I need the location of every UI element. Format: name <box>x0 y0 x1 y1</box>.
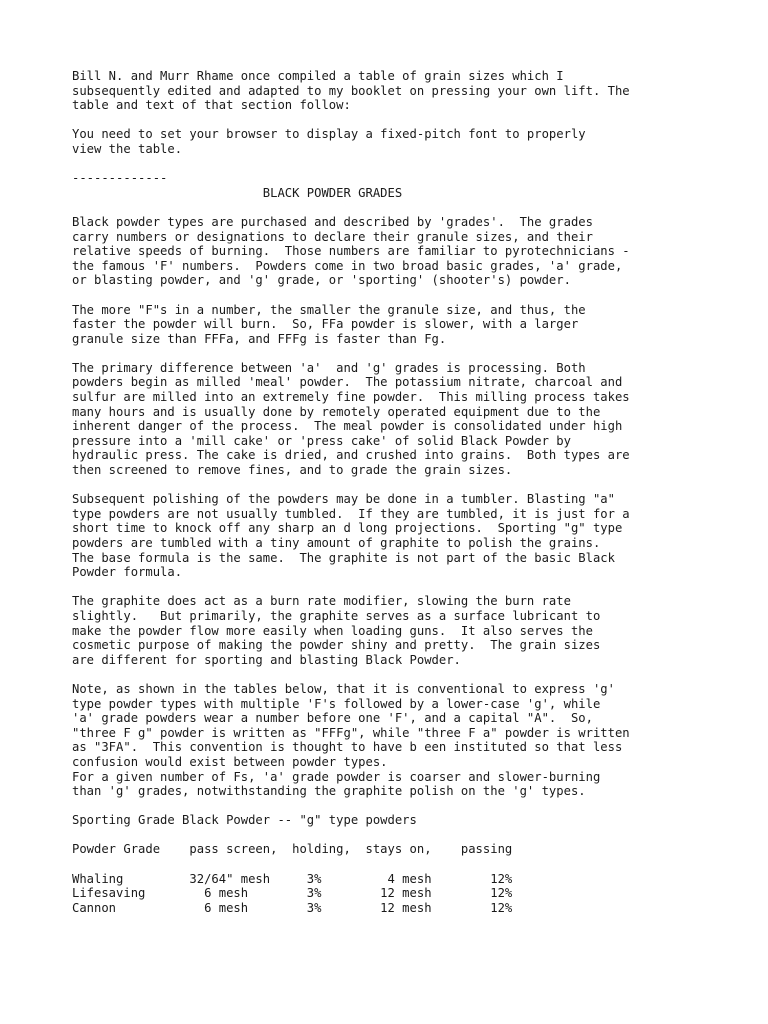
spacer <box>72 580 692 595</box>
browser-note-paragraph: You need to set your browser to display a fixed-pitch font to properly view the table. <box>72 127 586 156</box>
divider-line: ------------- <box>72 171 168 186</box>
convention-paragraph: Note, as shown in the tables below, that it is conventional to express 'g' type powder types with multiple 'F's followed by a lower-case 'g', while 'a' grade powders wear a number before one 'F', and a capital "A". So, "three F g" powder is written as "FFFg", while "three F a" powder is written as "3FA". This convention is thought to have b een instituted so that less confusion would exist between powder types. For a given number of Fs, 'a' grade powder is coarser and slower-burning than 'g' grades, notwithstanding the graphite polish on the 'g' types. <box>72 681 630 799</box>
spacer <box>72 113 692 128</box>
spacer <box>72 478 692 493</box>
document-body <box>72 69 692 915</box>
table-row: Lifesaving 6 mesh 3% 12 mesh 12% <box>72 886 513 901</box>
intro-paragraph: Bill N. and Murr Rhame once compiled a table of grain sizes which I subsequently edited and adapted to my booklet on pressing your own lift. The table and text of that section follow: <box>72 69 630 113</box>
table-title: Sporting Grade Black Powder -- "g" type powders <box>72 813 417 828</box>
spacer <box>72 828 692 843</box>
spacer <box>72 346 692 361</box>
graphite-paragraph: The graphite does act as a burn rate modifier, slowing the burn rate slightly. But primarily, the graphite serves as a surface lubricant to make the powder flow more easily when loading guns. It also serves the cosmetic purpose of making the powder shiny and pretty. The grain sizes are different for sporting and blasting Black Powder. <box>72 594 601 667</box>
table-row: Whaling 32/64" mesh 3% 4 mesh 12% <box>72 871 513 886</box>
section-title: BLACK POWDER GRADES <box>72 185 403 200</box>
spacer <box>72 157 692 172</box>
grades-paragraph: Black powder types are purchased and described by 'grades'. The grades carry numbers or designations to declare their granule sizes, and their relative speeds of burning. Those numbers are familiar to pyrotechnicians - the famous 'F' numbers. Powders come in two broad basic grades, 'a' grade, or blasting powder, and 'g' grade, or 'sporting' (shooter's) powder. <box>72 214 630 288</box>
table-header: Powder Grade pass screen, holding, stays on, passing <box>72 842 513 857</box>
polishing-paragraph: Subsequent polishing of the powders may be done in a tumbler. Blasting "a" type powders are not usually tumbled. If they are tumbled, it is just for a short time to knock off any sharp an d long projections. Sporting "g" type powders are tumbled with a tiny amount of graphite to polish the grains. The base formula is the same. The graphite is not part of the basic Black Powder formula. <box>72 492 630 580</box>
spacer <box>72 288 692 303</box>
spacer <box>72 857 692 872</box>
f-numbers-paragraph: The more "F"s in a number, the smaller the granule size, and thus, the faster the powder will burn. So, FFa powder is slower, with a larger granule size than FFFa, and FFFg is faster than Fg. <box>72 302 586 346</box>
spacer <box>72 799 692 814</box>
spacer <box>72 200 692 215</box>
table-row: Cannon 6 mesh 3% 12 mesh 12% <box>72 900 513 915</box>
spacer <box>72 667 692 682</box>
processing-paragraph: The primary difference between 'a' and 'g' grades is processing. Both powders begin as milled 'meal' powder. The potassium nitrate, charcoal and sulfur are milled into an extremely fine powder. This milling process takes many hours and is usually done by remotely operated equipment due to the inherent danger of the process. The meal powder is consolidated under high pressure into a 'mill cake' or 'press cake' of solid Black Powder by hydraulic press. The cake is dried, and crushed into grains. Both types are then screened to remove fines, and to grade the grain sizes. <box>72 360 630 478</box>
